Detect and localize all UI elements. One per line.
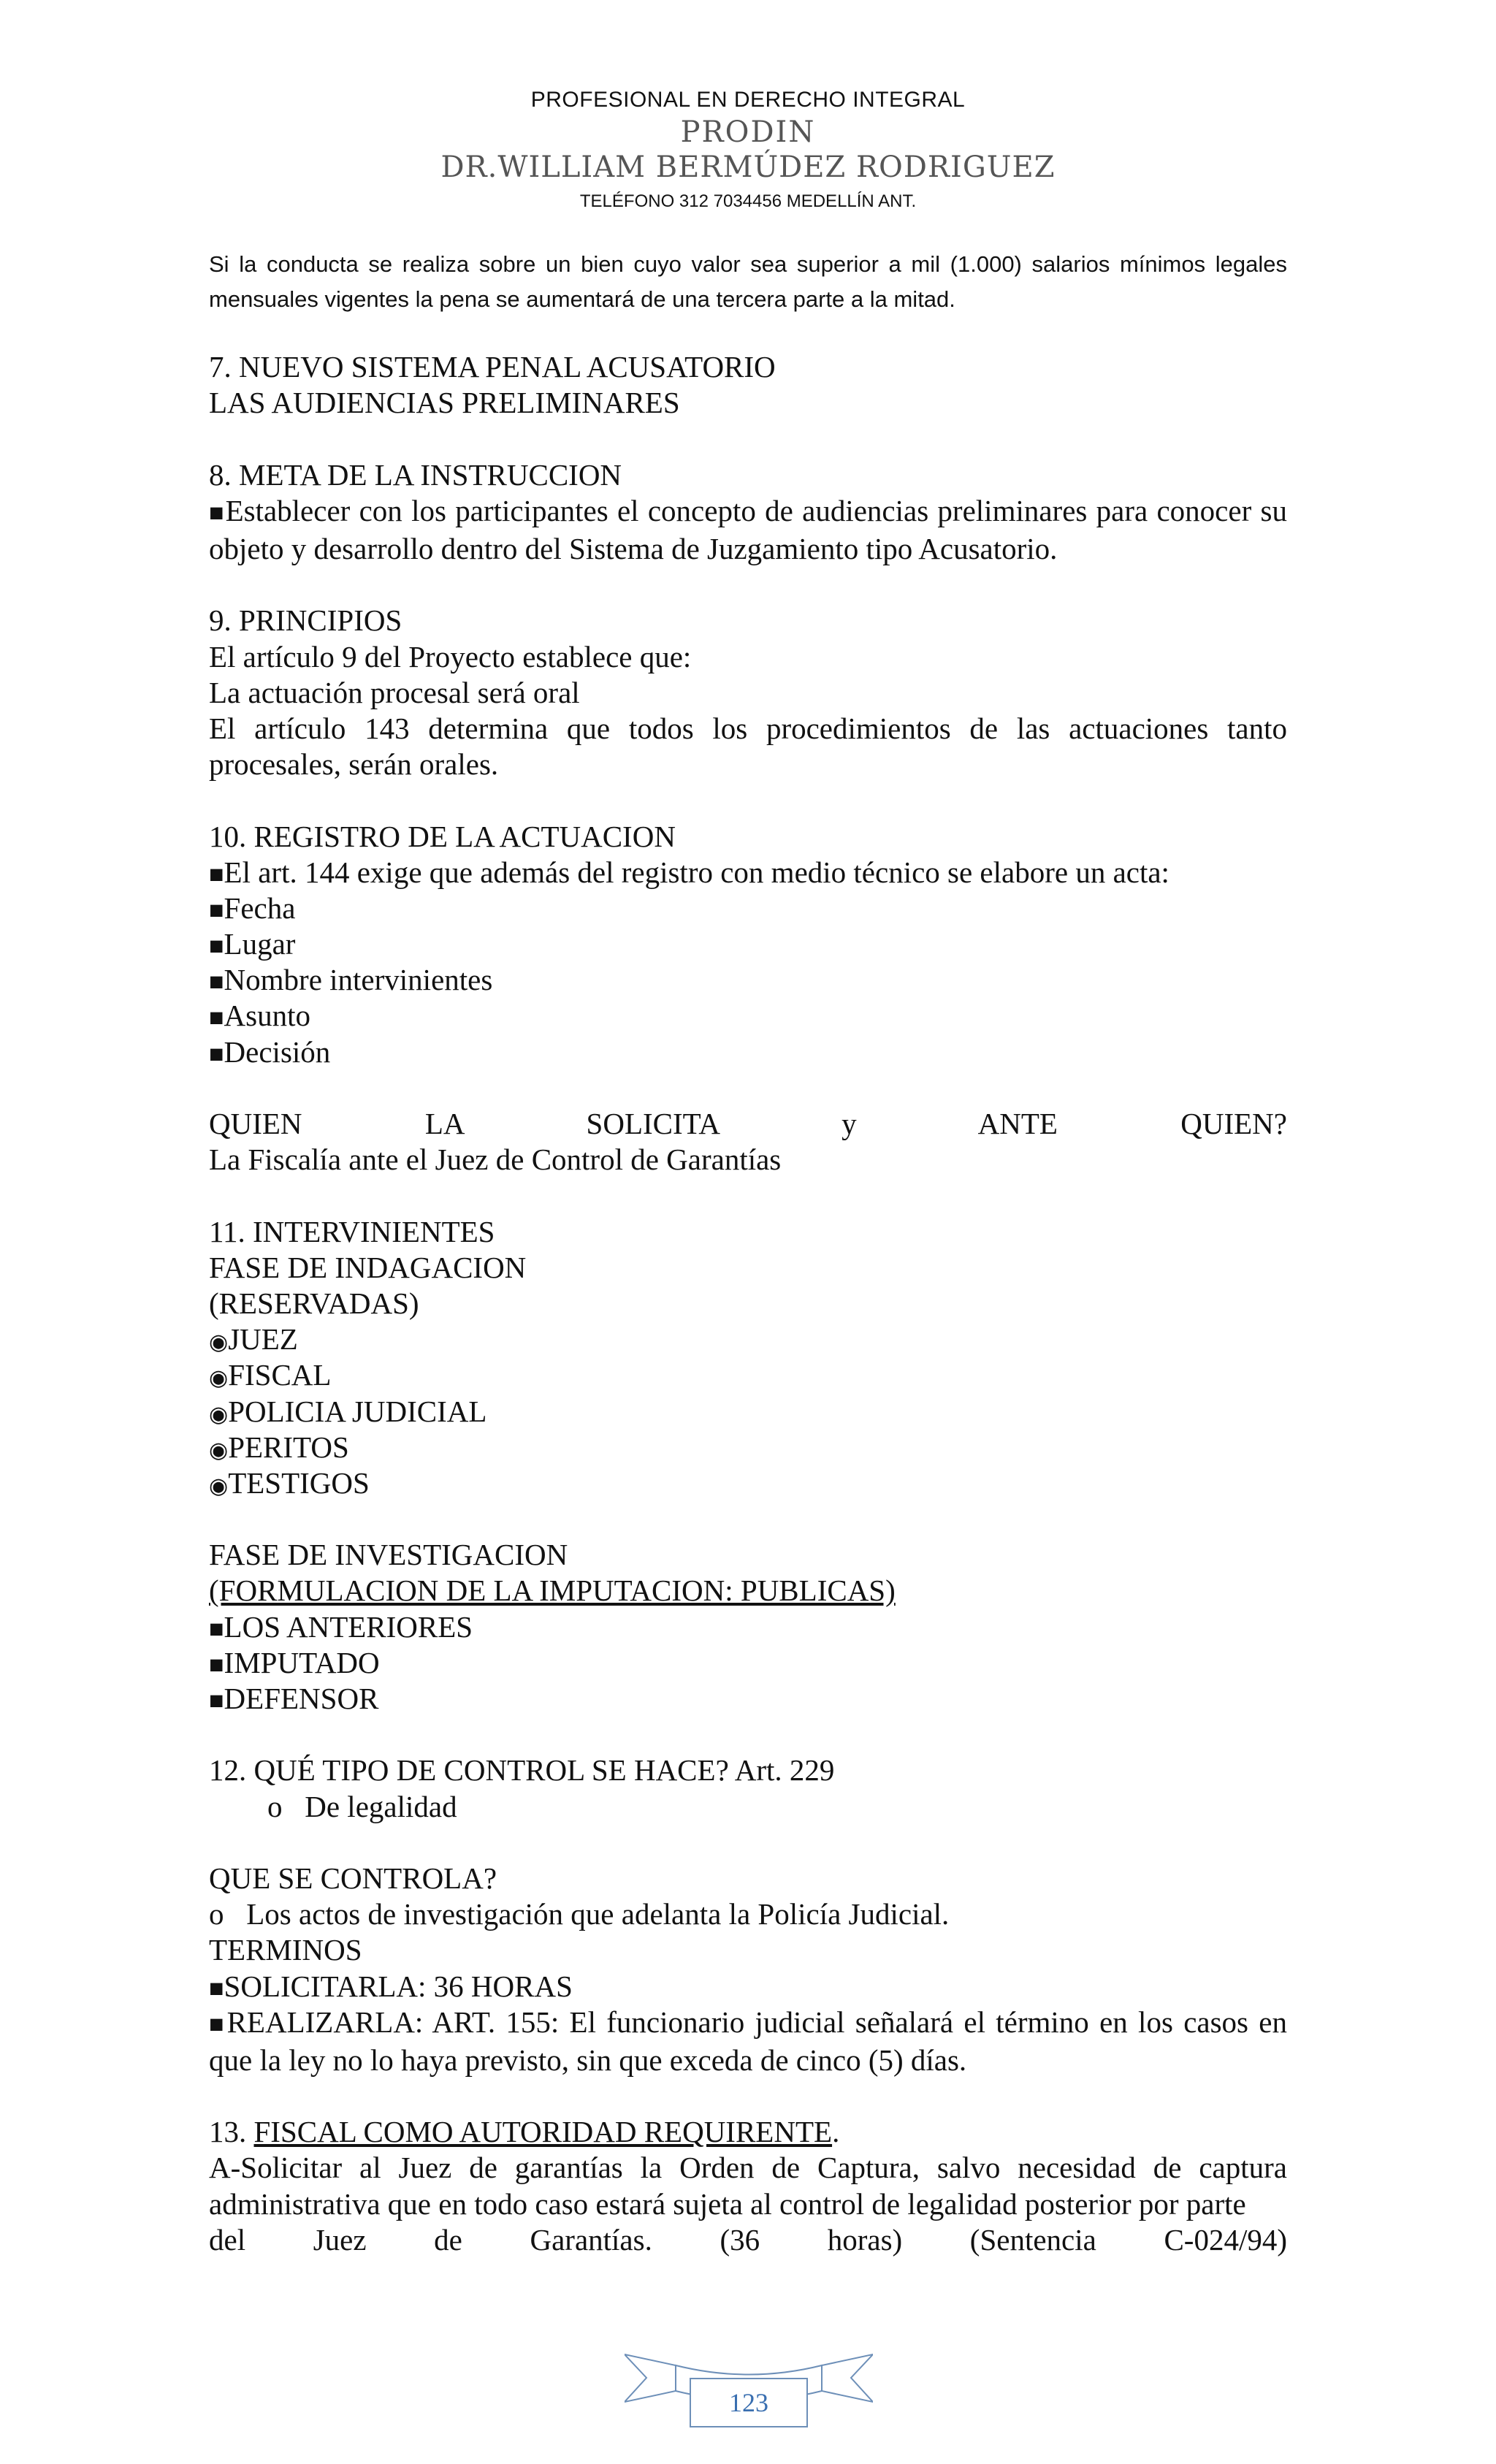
square-bullet-icon: ■: [209, 1004, 224, 1032]
header-author: DR.WILLIAM BERMÚDEZ RODRIGUEZ: [440, 150, 1056, 184]
square-bullet-icon: ■: [209, 1040, 224, 1068]
open-circle-bullet-icon: o: [267, 1789, 283, 1823]
term-1: ■SOLICITARLA: 36 HORAS: [209, 1969, 573, 2003]
header-line-1: PROFESIONAL EN DERECHO INTEGRAL: [530, 88, 966, 112]
section-11-title: 11. INTERVINIENTES: [209, 1214, 495, 1248]
list-item: ■DEFENSOR: [209, 1682, 379, 1715]
circle-bullet-icon: ◉: [209, 1402, 229, 1427]
open-circle-bullet-icon: o: [209, 1897, 224, 1931]
list-item: ◉PERITOS: [209, 1430, 349, 1464]
section-12-title: 12. QUÉ TIPO DE CONTROL SE HACE? Art. 229: [209, 1753, 835, 1788]
square-bullet-icon: ■: [209, 933, 224, 961]
section-7-subtitle: LAS AUDIENCIAS PRELIMINARES: [209, 386, 680, 420]
section-8-text: ■Establecer con los participantes el concepto de audiencias preliminares para conocer su objeto y desarrollo dentro del Sistema de Juzgamiento tipo Acusatorio.: [209, 493, 1287, 565]
header-brand: PRODIN: [680, 115, 816, 149]
square-bullet-icon: ■: [209, 2010, 227, 2038]
section-7-title: 7. NUEVO SISTEMA PENAL ACUSATORIO: [209, 350, 776, 384]
section-9-title: 9. PRINCIPIOS: [209, 603, 402, 638]
quien-question: QUIEN LA SOLICITA y ANTE QUIEN?: [209, 1107, 1287, 1140]
section-13-title: 13. FISCAL COMO AUTORIDAD REQUIRENTE.: [209, 2115, 840, 2149]
list-item: ■IMPUTADO: [209, 1645, 380, 1679]
square-bullet-icon: ■: [209, 1975, 224, 2002]
list-item: ◉FISCAL: [209, 1358, 332, 1392]
section-13-text: A-Solicitar al Juez de garantías la Orden de Captura, salvo necesidad de captura administrativa que en todo caso estará sujeta al control de legalidad posterior por parte: [209, 2151, 1287, 2221]
list-item: ◉TESTIGOS: [209, 1465, 370, 1500]
circle-bullet-icon: ◉: [209, 1438, 229, 1462]
square-bullet-icon: ■: [209, 969, 224, 996]
square-bullet-icon: ■: [209, 1687, 224, 1714]
section-10-title: 10. REGISTRO DE LA ACTUACION: [209, 819, 676, 853]
list-item: ■Nombre intervinientes: [209, 963, 493, 997]
list-item: ■Decisión: [209, 1034, 331, 1069]
term-2: ■REALIZARLA: ART. 155: El funcionario judicial señalará el término en los casos en que la ley no lo haya previsto, sin que exceda de cinco (5) días.: [209, 2005, 1287, 2077]
list-item: ■Lugar: [209, 927, 296, 961]
circle-bullet-icon: ◉: [209, 1330, 229, 1355]
page-number-ribbon: [625, 2343, 873, 2431]
section-9-line-3: El artículo 143 determina que todos los procedimientos de las actuaciones tanto procesales, serán orales.: [209, 711, 1287, 782]
header-phone: TELÉFONO 312 7034456 MEDELLÍN ANT.: [579, 191, 917, 211]
section-12-question-2: QUE SE CONTROLA?: [209, 1861, 497, 1895]
list-item: ◉POLICIA JUDICIAL: [209, 1394, 487, 1428]
section-10-intro: ■El art. 144 exige que además del registro con medio técnico se elabore un acta:: [209, 855, 1169, 889]
square-bullet-icon: ■: [209, 499, 226, 527]
section-8-title: 8. META DE LA INSTRUCCION: [209, 457, 622, 492]
page-number: 123: [729, 2388, 768, 2417]
square-bullet-icon: ■: [209, 861, 224, 888]
list-item: o De legalidad: [267, 1789, 457, 1823]
circle-bullet-icon: ◉: [209, 1366, 229, 1391]
phase-2-subtitle: (FORMULACION DE LA IMPUTACION: PUBLICAS): [209, 1574, 896, 1608]
list-item: ■LOS ANTERIORES: [209, 1609, 473, 1644]
document-body: [209, 349, 1287, 2258]
phase-1-subtitle: (RESERVADAS): [209, 1286, 419, 1320]
list-item: ■Fecha: [209, 890, 296, 925]
list-item: ■Asunto: [209, 999, 311, 1033]
list-item: o Los actos de investigación que adelanta la Policía Judicial.: [209, 1897, 950, 1931]
square-bullet-icon: ■: [209, 1615, 224, 1643]
circle-bullet-icon: ◉: [209, 1473, 229, 1498]
intro-paragraph: Si la conducta se realiza sobre un bien cuyo valor sea superior a mil (1.000) salarios mínimos legales mensuales vigentes la pena se aumentará de una tercera parte a la mitad.: [209, 251, 1287, 312]
terms-title: TERMINOS: [209, 1933, 362, 1967]
section-13-last-line: del Juez de Garantías. (36 horas) (Sentencia C-024/94): [209, 2222, 1287, 2257]
quien-answer: La Fiscalía ante el Juez de Control de Garantías: [209, 1143, 782, 1177]
phase-2-title: FASE DE INVESTIGACION: [209, 1538, 568, 1572]
square-bullet-icon: ■: [209, 896, 224, 924]
section-9-line-2: La actuación procesal será oral: [209, 675, 580, 709]
section-9-line-1: El artículo 9 del Proyecto establece que:: [209, 639, 692, 674]
phase-1-title: FASE DE INDAGACION: [209, 1250, 527, 1284]
list-item: ◉JUEZ: [209, 1322, 298, 1357]
square-bullet-icon: ■: [209, 1651, 224, 1679]
